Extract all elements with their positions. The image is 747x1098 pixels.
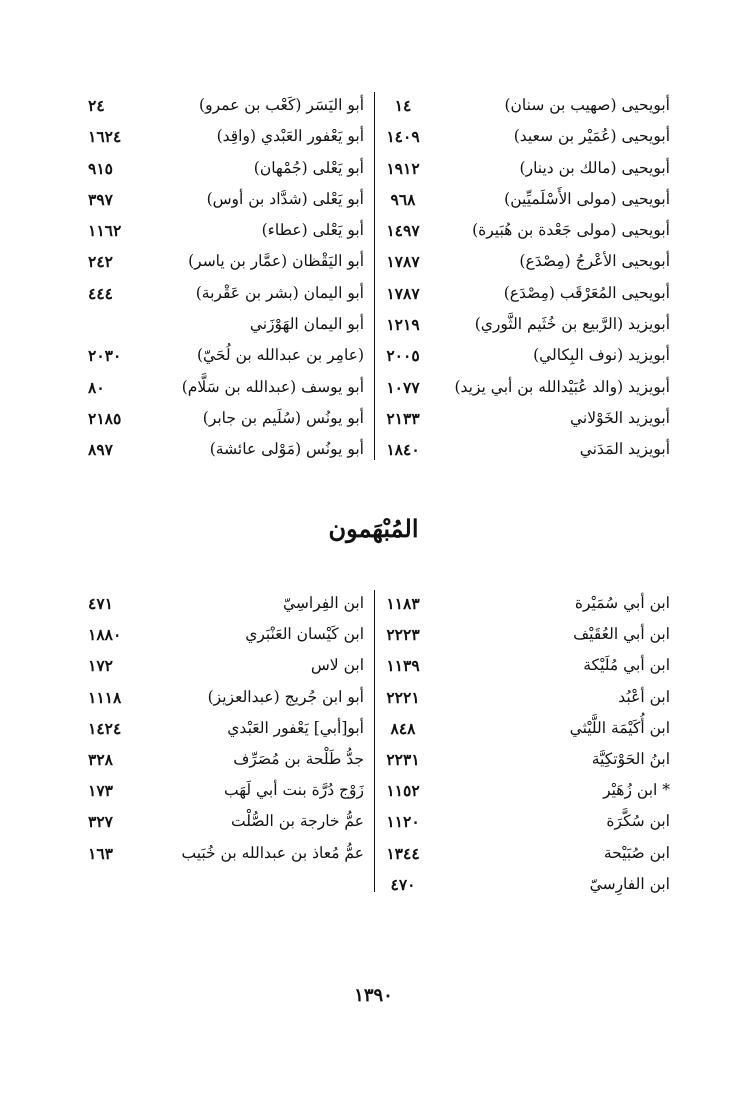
entry-page-right: ١٧٨٧ (386, 252, 420, 272)
index-row (88, 90, 670, 121)
page-number: ١٣٩٠ (354, 985, 393, 1006)
index-row (88, 775, 670, 806)
entry-page-right: ٢٢٣١ (386, 749, 420, 769)
entry-name-right: ابن أبي مُلَيْكة (583, 656, 670, 675)
entry-page-left: ٣٢٧ (88, 812, 113, 832)
entry-page-left: ١١٦٢ (88, 221, 122, 241)
entry-name-left: أبو[أبي] يَعْفور العَبْدي (227, 718, 364, 737)
entry-name-right: أبويحيى (مولى جَعْدة بن هُبَيرة) (472, 221, 670, 240)
entry-name-left: عمُّ خارجة بن الصُّلْت (231, 812, 364, 831)
entry-page-left: ٨٠ (88, 377, 105, 397)
entry-name-left: أبو يَعْلى (جُمْهان) (253, 158, 364, 177)
entry-name-left: (عامِر بن عبدالله بن لُحَيّ) (196, 346, 364, 365)
entry-page-right: ١١٨٣ (386, 594, 420, 613)
index-row (88, 806, 670, 837)
index-row (88, 309, 670, 340)
anonymous-index-table (88, 588, 670, 900)
entry-name-left: زَوْج دُرَّة بنت أبي لَهَب (223, 781, 364, 800)
entry-page-left: ١٦٣ (88, 843, 113, 863)
index-row (88, 215, 670, 246)
kunya-index-table (88, 90, 670, 466)
entry-page-right: ٢٢٢١ (386, 687, 420, 707)
entry-name-left: ابن كَيْسان العَنْبَري (245, 625, 364, 644)
entry-name-right: أبويحيى الأعْرجُ (مِصْدَع) (519, 252, 670, 271)
entry-page-left: ٢٤٢ (88, 252, 113, 272)
entry-page-right: ١٠٧٧ (386, 377, 420, 397)
entry-name-left: أبو اليمان الهَوْزَني (249, 315, 364, 334)
entry-name-left: أبو يوسف (عبدالله بن سَلَّام) (181, 377, 364, 396)
entry-page-left: ١٧٣ (88, 781, 113, 801)
index-row (88, 869, 670, 900)
entry-name-right: أبويحيى (مولى الأَسْلَميِّين) (504, 189, 670, 208)
index-row (88, 744, 670, 775)
entry-page-right: ٢١٣٣ (386, 408, 420, 428)
entry-name-right: ابن صُبَيْحة (603, 843, 670, 862)
entry-page-left: ٤٧١ (88, 594, 113, 613)
entry-name-right: أبويزيد الخَوْلاني (570, 408, 670, 427)
entry-name-right: * ابن زُهَيْر (603, 781, 670, 800)
index-row (88, 340, 670, 371)
entry-name-right: أبويحيى (عُمَيْر بن سعيد) (513, 127, 670, 146)
entry-name-left: ابن لاس (310, 656, 364, 675)
entry-page-left: ١٧٢ (88, 656, 113, 676)
entry-name-right: أبويزيد (الرَّبيع بن خُثَيم الثَّوري) (474, 315, 670, 334)
entry-page-left: ٢١٨٥ (88, 408, 122, 428)
index-row (88, 713, 670, 744)
entry-page-left: ١٤٢٤ (88, 718, 122, 738)
entry-page-right: ١١٢٠ (386, 812, 420, 832)
entry-page-left: ١٨٨٠ (88, 625, 122, 645)
index-row (88, 838, 670, 869)
entry-name-right: ابن سُكَّرَة (606, 812, 670, 831)
entry-name-right: أبويزيد (والد عُبَيْدالله بن أبي يزيد) (454, 377, 670, 396)
entry-name-right: أبويحيى (مالك بن دينار) (519, 158, 670, 177)
entry-page-right: ١٨٤٠ (386, 440, 420, 460)
entry-page-right: ١٢١٩ (386, 315, 420, 335)
entry-page-left: ١١١٨ (88, 687, 122, 707)
entry-name-right: أبويحيى (صهيب بن سنان) (504, 96, 670, 114)
section-heading: المُبْهَمون (328, 514, 419, 543)
entry-page-left: ٣٩٧ (88, 189, 113, 209)
entry-name-left: ابن الفِراسِيّ (283, 594, 364, 612)
index-row (88, 434, 670, 465)
entry-name-left: أبو يونُس (سُلَيم بن جابر) (202, 408, 364, 427)
index-row (88, 619, 670, 650)
entry-name-left: أبو يَعْلى (شدَّاد بن أوس) (206, 189, 364, 208)
entry-page-right: ٢٢٢٣ (386, 625, 420, 645)
entry-name-left: أبو يَعْفور العَبْدي (واقِد) (216, 127, 364, 146)
index-row (88, 184, 670, 215)
entry-name-left: أبو ابن جُريج (عبدالعزيز) (207, 687, 364, 706)
entry-name-left: أبو يونُس (مَوْلى عائشة) (209, 440, 364, 459)
index-row (88, 278, 670, 309)
entry-name-right: ابنُ الحَوْتكِيَّة (591, 749, 670, 768)
index-row (88, 121, 670, 152)
entry-page-right: ١٩١٢ (386, 158, 420, 178)
entry-name-left: أبو اليَقْظان (عمَّار بن ياسر) (188, 252, 364, 271)
entry-name-right: أبويحيى المُعَرْقَب (مِصْدَع) (503, 283, 670, 302)
index-row (88, 246, 670, 277)
entry-name-right: ابن أبي سُمَيْرة (574, 594, 670, 612)
entry-name-right: ابن الفارِسيّ (589, 874, 670, 893)
entry-page-right: ١٤٩٧ (386, 221, 420, 241)
entry-name-right: ابن أعْبُد (618, 687, 670, 706)
entry-page-right: ١٤٠٩ (386, 127, 420, 147)
entry-page-right: ٩٦٨ (390, 189, 416, 209)
entry-page-right: ٨٤٨ (390, 718, 416, 738)
entry-page-left: ٣٢٨ (88, 749, 113, 769)
entry-name-left: أبو اليمان (بشر بن عَقْربة) (195, 283, 364, 302)
index-row (88, 403, 670, 434)
index-row (88, 650, 670, 681)
entry-name-left: جدُّ طَلْحة بن مُصَرِّف (233, 749, 364, 768)
entry-page-right: ٢٠٠٥ (386, 346, 420, 366)
entry-page-right: ١٧٨٧ (386, 283, 420, 303)
entry-name-right: أبويزيد المَدَني (579, 440, 670, 459)
entry-name-left: عمُّ مُعاذ بن عبدالله بن خُبَيب (181, 843, 364, 862)
entry-page-left: ١٦٢٤ (88, 127, 122, 147)
entry-page-right: ١٣٤٤ (386, 843, 420, 863)
entry-page-left: ٢٠٣٠ (88, 346, 122, 366)
entry-page-right: ١٤ (394, 96, 412, 115)
index-row (88, 588, 670, 619)
entry-page-left: ٨٩٧ (88, 440, 113, 460)
entry-name-left: أبو يَعْلى (عطاء) (261, 221, 364, 240)
entry-name-left: أبو اليَسَر (كَعْب بن عمرو) (199, 96, 364, 114)
entry-name-right: ابن أُكَيْمَة اللَّيْثي (569, 718, 670, 737)
entry-page-right: ١١٣٩ (386, 656, 420, 676)
entry-page-left: ٢٤ (88, 96, 105, 115)
index-row (88, 372, 670, 403)
entry-page-left: ٤٤٤ (88, 283, 113, 303)
entry-page-right: ١١٥٢ (386, 781, 420, 801)
entry-name-right: أبويزيد (نوف البِكالي) (533, 346, 670, 365)
entry-name-right: ابن أبي العُقَيْف (573, 625, 670, 644)
entry-page-left: ٩١٥ (88, 158, 113, 178)
entry-page-right: ٤٧٠ (390, 874, 416, 894)
index-row (88, 682, 670, 713)
index-row (88, 153, 670, 184)
